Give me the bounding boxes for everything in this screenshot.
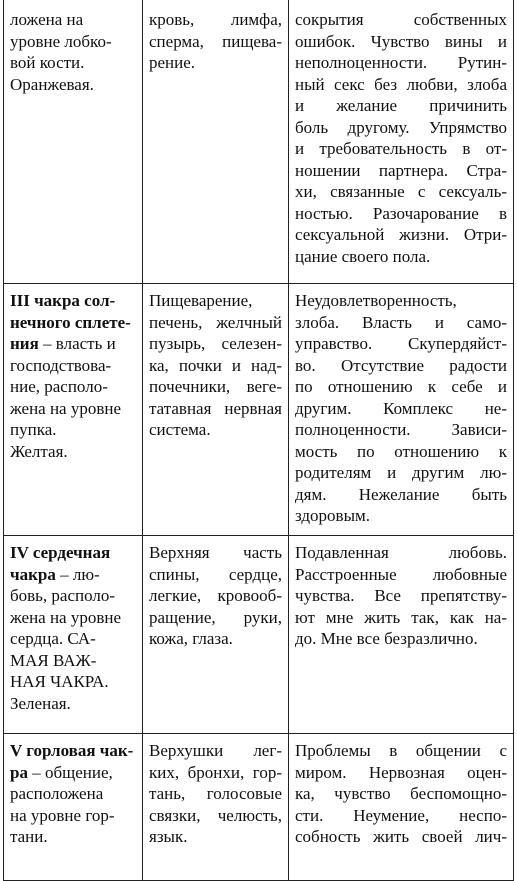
problems-text: неполноценности. Рутин- <box>295 53 507 72</box>
problems-text: Подавленная любовь. <box>295 543 507 562</box>
chakra-title: нечного сплете- <box>10 312 131 332</box>
organs-text: рение. <box>149 53 196 72</box>
organs-cell <box>143 284 289 536</box>
chakra-text: Оранжевая. <box>10 74 94 94</box>
problems-text: управство. Скупердяйст- <box>295 334 507 353</box>
table-row <box>4 536 514 734</box>
organs-cell <box>143 0 289 284</box>
problems-text: Неудовлетворенность, <box>295 291 457 310</box>
organs-text: Верхушки лег- <box>149 741 282 760</box>
problems-text: Расстроенные любовные <box>295 564 507 584</box>
problems-text: злоба. Власть и само- <box>295 312 507 332</box>
organs-text: ка, почки и над- <box>149 355 282 375</box>
organs-cell <box>143 536 289 734</box>
organs-text: ращение, руки, <box>149 607 282 627</box>
chakra-title: чакра <box>10 564 56 584</box>
problems-text: цание своего пола. <box>295 246 431 266</box>
chakra-cell <box>4 284 143 536</box>
organs-text: кожа, глаза. <box>149 629 233 648</box>
organs-text: спины, сердце, <box>149 564 282 584</box>
chakra-title: IV сердечная <box>10 543 111 562</box>
chakra-text: Зеленая. <box>10 693 71 713</box>
problems-text: по отношению к себе и <box>295 377 507 396</box>
problems-text: и требовательность в от- <box>295 139 507 158</box>
table-row <box>4 284 514 536</box>
problems-text: ный секс без любви, злоба <box>295 74 507 94</box>
chakra-text: вой кости. <box>10 53 85 72</box>
chakra-text: ложена на <box>10 10 84 29</box>
chakra-cell <box>4 0 143 284</box>
problems-text: во. Отсутствие радости <box>295 355 507 375</box>
chakra-text: МАЯ ВАЖ- <box>10 650 97 670</box>
chakra-text: жена на уровне <box>10 607 122 627</box>
organs-text: татавная нервная <box>149 398 282 418</box>
chakra-title: III чакра сол- <box>10 291 116 310</box>
organs-text: система. <box>149 420 211 439</box>
chakra-text: – общение, <box>27 762 113 782</box>
chakra-table <box>3 0 514 881</box>
organs-text: язык. <box>149 827 188 846</box>
problems-text: ностью. Разочарование в <box>295 203 507 223</box>
table-row <box>4 0 514 284</box>
chakra-text: НАЯ ЧАКРА. <box>10 672 109 691</box>
problems-text: здоровым. <box>295 506 371 525</box>
chakra-text: сердца. СА- <box>10 629 96 648</box>
chakra-text: Желтая. <box>10 441 68 461</box>
chakra-title: V горловая чак- <box>10 741 134 760</box>
chakra-text: пупка. <box>10 420 57 439</box>
chakra-text: уровне лобко- <box>10 31 112 51</box>
chakra-text: – лю- <box>55 564 100 584</box>
table-row <box>4 734 514 881</box>
problems-text: другим. Комплекс не- <box>295 398 507 418</box>
organs-text: Верхняя часть <box>149 543 282 562</box>
chakra-text: бовь, располо- <box>10 586 116 605</box>
problems-text: сти. Неумение, неспо- <box>295 805 507 825</box>
problems-cell <box>289 284 514 536</box>
organs-text: пузырь, селезен- <box>149 334 282 353</box>
problems-text: хи, связанные с сексуаль- <box>295 182 507 201</box>
problems-text: боль другому. Упрямство <box>295 117 507 137</box>
organs-cell <box>143 734 289 881</box>
problems-text: и желание причинить <box>295 96 507 115</box>
problems-cell <box>289 734 514 881</box>
chakra-title: ра <box>10 762 28 782</box>
organs-text: связки, челюсть, <box>149 805 282 825</box>
chakra-text: ние, располо- <box>10 377 108 396</box>
organs-text: печень, желчный <box>149 312 282 332</box>
organs-text: Пищеварение, <box>149 291 253 310</box>
chakra-text: расположена <box>10 784 104 803</box>
chakra-text: – власть и <box>38 334 116 353</box>
problems-text: ют мне жить так, как на- <box>295 607 507 627</box>
chakra-cell <box>4 734 143 881</box>
organs-text: тань, голосовые <box>149 784 282 803</box>
organs-text: ких, бронхи, гор- <box>149 762 282 782</box>
problems-text: собность жить своей лич- <box>295 827 507 846</box>
chakra-cell <box>4 536 143 734</box>
chakra-title: ния <box>10 334 39 353</box>
organs-text: почечники, веге- <box>149 377 282 396</box>
problems-text: дям. Нежелание быть <box>295 484 507 504</box>
problems-text: Проблемы в общении с <box>295 741 507 760</box>
problems-text: чувства. Все препятству- <box>295 586 507 605</box>
problems-text: мость по отношению к <box>295 441 507 461</box>
problems-text: миром. Нервозная оцен- <box>295 762 507 782</box>
problems-text: ка, чувство беспомощно- <box>295 784 507 803</box>
chakra-text: на уровне гор- <box>10 805 115 825</box>
organs-text: легкие, кровооб- <box>149 586 282 605</box>
chakra-text: тани. <box>10 827 48 846</box>
problems-text: ношении партнера. Стра- <box>295 160 507 180</box>
organs-text: сперма, пищева- <box>149 31 282 51</box>
organs-text: кровь, лимфа, <box>149 10 282 29</box>
problems-cell <box>289 0 514 284</box>
problems-text: до. Мне все безразлично. <box>295 629 478 648</box>
problems-text: сексуальной жизни. Отри- <box>295 225 507 244</box>
chakra-text: господствова- <box>10 355 112 375</box>
problems-text: сокрытия собственных <box>295 10 507 29</box>
problems-text: ошибок. Чувство вины и <box>295 31 507 51</box>
problems-text: родителям и другим лю- <box>295 463 507 482</box>
chakra-text: жена на уровне <box>10 398 122 418</box>
problems-cell <box>289 536 514 734</box>
problems-text: полноценности. Зависи- <box>295 420 507 439</box>
